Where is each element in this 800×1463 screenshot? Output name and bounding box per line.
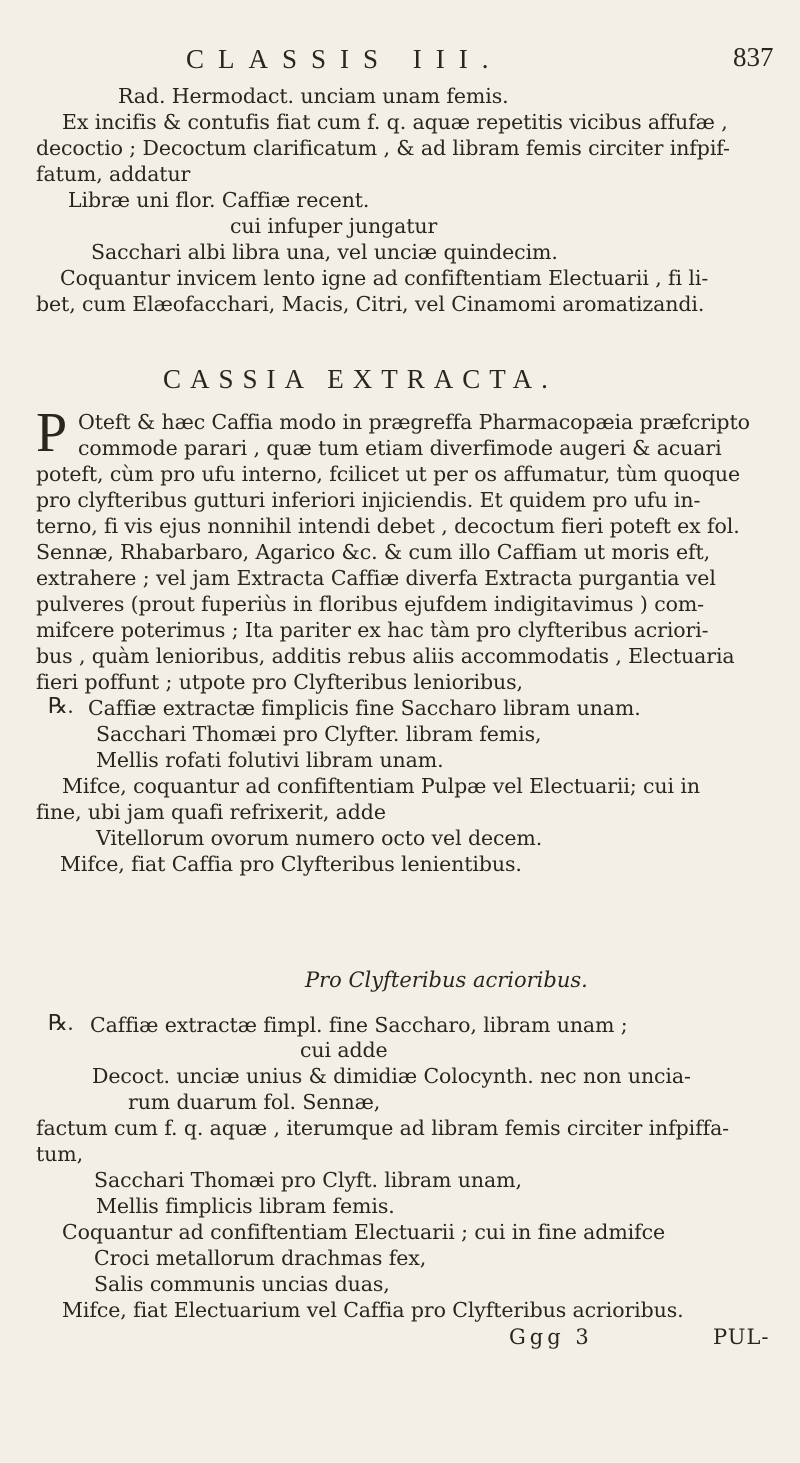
recipe-symbol: ℞. — [48, 1010, 74, 1035]
text-line: Mellis rofati folutivi libram unam. — [96, 748, 444, 772]
text-line: Mellis fimplicis libram femis. — [96, 1194, 395, 1218]
signature-mark: Ggg 3 — [509, 1325, 593, 1349]
text-line: poteft, cùm pro ufu interno, fcilicet ut per os affumatur, tùm quoque — [36, 462, 741, 486]
drop-cap: P — [36, 402, 68, 464]
text-line: fine, ubi jam quafi refrixerit, adde — [36, 800, 386, 824]
text-line: Salis communis uncias duas, — [94, 1272, 390, 1296]
text-line: Libræ uni flor. Caffiæ recent. — [68, 188, 370, 212]
text-line: cui infuper jungatur — [230, 214, 438, 238]
text-line: rum duarum fol. Sennæ, — [128, 1090, 381, 1114]
text-line: decoctio ; Decoctum clarificatum , & ad libram femis circiter infpif- — [36, 136, 730, 160]
text-line: Decoct. unciæ unius & dimidiæ Colocynth. nec non uncia- — [92, 1064, 691, 1088]
text-line: tum, — [36, 1142, 83, 1166]
text-line: fieri poffunt ; utpote pro Clyfteribus lenioribus, — [36, 670, 523, 694]
text-line: Sacchari Thomæi pro Clyfter. libram femis, — [96, 722, 542, 746]
text-line: Vitellorum ovorum numero octo vel decem. — [96, 826, 543, 850]
text-line: Caffiæ extractæ fimpl. fine Saccharo, libram unam ; — [90, 1013, 628, 1037]
text-line: Mifce, coquantur ad confiftentiam Pulpæ vel Electuarii; cui in — [62, 774, 700, 798]
text-line: factum cum f. q. aquæ , iterumque ad libram femis circiter infpiffa- — [36, 1116, 730, 1140]
text-line: bus , quàm lenioribus, additis rebus aliis accommodatis , Electuaria — [36, 644, 735, 668]
text-line: mifcere poterimus ; Ita pariter ex hac tàm pro clyfteribus acriori- — [36, 618, 709, 642]
text-line: commode parari , quæ tum etiam diverfimode augeri & acuari — [78, 436, 722, 460]
text-line: cui adde — [300, 1038, 388, 1062]
text-line: fatum, addatur — [36, 162, 191, 186]
text-line: Sennæ, Rhabarbaro, Agarico &c. & cum illo Caffiam ut moris eft, — [36, 540, 711, 564]
text-line: Rad. Hermodact. unciam unam femis. — [118, 84, 509, 108]
recipe-symbol: ℞. — [48, 693, 74, 718]
page-number: 837 — [733, 42, 774, 72]
text-line: Sacchari Thomæi pro Clyft. libram unam, — [94, 1168, 522, 1192]
text-line: Caffiæ extractæ fimplicis fine Saccharo libram unam. — [88, 696, 641, 720]
running-title: CLASSIS III. — [186, 44, 503, 74]
text-line: Sacchari albi libra una, vel unciæ quindecim. — [91, 240, 558, 264]
text-line: Mifce, fiat Caffia pro Clyfteribus lenientibus. — [60, 852, 522, 876]
sub-heading: Pro Clyfteribus acrioribus. — [305, 968, 588, 992]
text-line: Coquantur ad confiftentiam Electuarii ; cui in fine admifce — [62, 1220, 666, 1244]
text-line: terno, fi vis ejus nonnihil intendi debet , decoctum fieri poteft ex fol. — [36, 514, 740, 538]
text-line: pulveres (prout fuperiùs in floribus ejufdem indigitavimus ) com- — [36, 592, 704, 616]
text-line: Coquantur invicem lento igne ad confiftentiam Electuarii , fi li- — [60, 266, 709, 290]
text-line: extrahere ; vel jam Extracta Caffiæ diverfa Extracta purgantia vel — [36, 566, 716, 590]
catchword: PUL- — [713, 1325, 770, 1349]
text-line: Croci metallorum drachmas fex, — [94, 1246, 427, 1270]
text-line: Ex incifis & contufis fiat cum f. q. aquæ repetitis vicibus affufæ , — [62, 110, 728, 134]
text-line: pro clyfteribus gutturi inferiori injiciendis. Et quidem pro ufu in- — [36, 488, 701, 512]
text-line: Mifce, fiat Electuarium vel Caffia pro Clyfteribus acrioribus. — [62, 1298, 684, 1322]
text-line: bet, cum Elæofacchari, Macis, Citri, vel Cinamomi aromatizandi. — [36, 292, 705, 316]
section-title: CASSIA EXTRACTA. — [163, 364, 557, 394]
text-line: Oteft & hæc Caffia modo in prægreffa Pharmacopæia præfcripto — [78, 410, 750, 434]
